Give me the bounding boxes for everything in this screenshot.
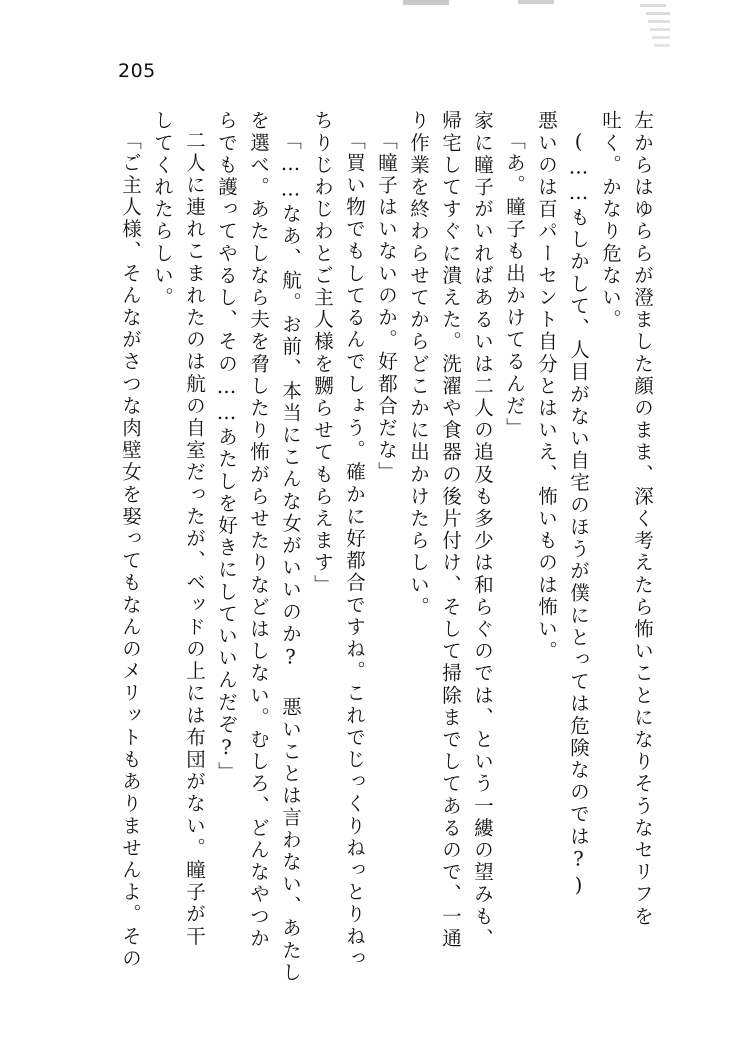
text-column: 「あ。瞳子も出かけてるんだ」 bbox=[503, 130, 526, 440]
text-column: 悪いのは百パーセント自分とはいえ、怖いものは怖い。 bbox=[535, 110, 558, 663]
text-column: 「ご主人様、そんながさつな肉壁女を娶ってもなんのメリットもありませんよ。その bbox=[119, 130, 142, 970]
text-column: 「……なあ、航。お前、本当にこんな女がいいのか? 悪いことは言わない、あたし bbox=[279, 130, 302, 984]
text-column: 吐く。かなり危ない。 bbox=[599, 110, 622, 331]
edge-mark-6 bbox=[650, 28, 670, 31]
text-column: してくれたらしい。 bbox=[151, 110, 174, 309]
top-edge-marks bbox=[0, 0, 736, 60]
text-column: (……もしかして、人目がない自宅のほうが僕にとっては危険なのでは?) bbox=[567, 130, 590, 899]
text-column: らでも護ってやるし、その……あたしを好きにしていいんだぞ?」 bbox=[215, 110, 238, 784]
text-column: 「瞳子はいないのか。好都合だな」 bbox=[375, 130, 398, 484]
text-column: 家に瞳子がいればあるいは二人の追及も多少は和らぐのでは、という一縷の望みも、 bbox=[471, 110, 494, 950]
edge-mark-2 bbox=[518, 0, 554, 4]
vertical-text-block bbox=[96, 110, 652, 990]
edge-mark-5 bbox=[648, 20, 670, 23]
text-column: 帰宅してすぐに潰えた。洗濯や食器の後片付け、そして掃除までしてあるので、一通 bbox=[439, 110, 462, 950]
edge-mark-7 bbox=[652, 36, 670, 39]
text-column: ちりじわじわとご主人様を嬲らせてもらえます」 bbox=[311, 110, 334, 597]
text-column: を選べ。あたしなら夫を脅したり怖がらせたりなどはしない。むしろ、どんなやつか bbox=[247, 110, 270, 950]
page-number: 205 bbox=[118, 60, 156, 82]
edge-mark-1 bbox=[403, 0, 449, 5]
text-column: 二人に連れこまれたのは航の自室だったが、ベッドの上には布団がない。瞳子が干 bbox=[183, 130, 206, 948]
text-column: 「買い物でもしてるんでしょう。確かに好都合ですね。これでじっくりねっとりねっ bbox=[343, 130, 366, 970]
text-column: り作業を終わらせてからどこかに出かけたらしい。 bbox=[407, 110, 430, 619]
edge-mark-8 bbox=[654, 44, 670, 47]
edge-mark-3 bbox=[640, 4, 666, 7]
text-column: 左からはゆららが澄ました顔のまま、深く考えたら怖いことになりそうなセリフを bbox=[631, 110, 654, 928]
edge-mark-4 bbox=[646, 12, 670, 15]
